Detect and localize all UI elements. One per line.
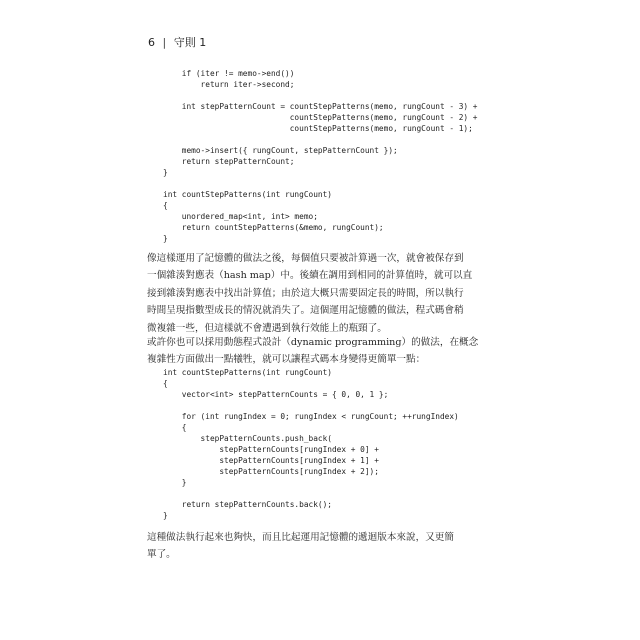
code-block-dynamic xyxy=(163,367,459,521)
code-line: countStepPatterns(memo, rungCount - 1); xyxy=(163,124,473,133)
code-line: return stepPatternCount; xyxy=(163,157,295,166)
paragraph-line: 或許你也可以採用動態程式設計（dynamic programming）的做法，在概念 xyxy=(147,337,479,348)
code-line: } xyxy=(163,478,187,487)
code-line xyxy=(163,178,478,189)
page-header xyxy=(148,34,206,50)
code-line: int countStepPatterns(int rungCount) xyxy=(163,190,332,199)
code-line: for (int rungIndex = 0; rungIndex < rungCount; ++rungIndex) xyxy=(163,412,459,421)
paragraph-memoization xyxy=(147,250,493,337)
code-line xyxy=(163,134,478,145)
page-number: 6 xyxy=(148,36,155,49)
code-line: stepPatternCounts[rungIndex + 2]); xyxy=(163,467,379,476)
code-line: } xyxy=(163,511,168,520)
code-line: { xyxy=(163,379,168,388)
code-line: int stepPatternCount = countStepPatterns(memo, rungCount - 3) + xyxy=(163,102,478,111)
code-line xyxy=(163,90,478,101)
code-line: return countStepPatterns(&memo, rungCount); xyxy=(163,223,384,232)
code-line xyxy=(163,400,459,411)
code-line: stepPatternCounts[rungIndex + 1] + xyxy=(163,456,379,465)
paragraph-line: 微複雜一些，但這樣就不會遭遇到執行效能上的瓶頸了。 xyxy=(147,322,387,334)
code-line: } xyxy=(163,168,168,177)
code-line: stepPatternCounts.push_back( xyxy=(163,434,332,443)
paragraph-line: 這種做法執行起來也夠快，而且比起運用記憶體的遞迴版本來說，又更簡 xyxy=(147,532,454,543)
paragraph-line: 複雜性方面做出一點犧牲，就可以讓程式碼本身變得更簡單一點： xyxy=(147,354,426,366)
paragraph-line: 一個雜湊對應表（hash map）中。後續在調用到相同的計算值時，就可以直 xyxy=(147,270,473,282)
paragraph-conclusion xyxy=(147,529,493,564)
code-line: return iter->second; xyxy=(163,80,295,89)
code-line: if (iter != memo->end()) xyxy=(163,69,295,78)
code-line: { xyxy=(163,201,168,210)
header-separator: | xyxy=(162,36,167,49)
paragraph-line: 單了。 xyxy=(147,549,176,561)
paragraph-line: 像這樣運用了記憶體的做法之後，每個值只要被計算過一次，就會被保存到 xyxy=(147,253,464,264)
code-line: { xyxy=(163,423,187,432)
paragraph-line: 接到雜湊對應表中找出計算值；由於這大概只需要固定長的時間，所以執行 xyxy=(147,287,464,299)
paragraph-dynamic-programming xyxy=(147,334,493,369)
code-line: } xyxy=(163,234,168,243)
code-line xyxy=(163,488,459,499)
code-line: return stepPatternCounts.back(); xyxy=(163,500,332,509)
paragraph-line: 時間呈現指數型成長的情況就消失了。這個運用記憶體的做法，程式碼會稍 xyxy=(147,305,464,317)
code-line: unordered_map<int, int> memo; xyxy=(163,212,318,221)
code-block-memoized xyxy=(163,68,478,244)
code-line: memo->insert({ rungCount, stepPatternCount }); xyxy=(163,146,398,155)
code-line: stepPatternCounts[rungIndex + 0] + xyxy=(163,445,379,454)
code-line: countStepPatterns(memo, rungCount - 2) + xyxy=(163,113,478,122)
chapter-title: 守則 1 xyxy=(173,36,207,49)
code-line: vector<int> stepPatternCounts = { 0, 0, 1 }; xyxy=(163,390,389,399)
code-line: int countStepPatterns(int rungCount) xyxy=(163,368,332,377)
